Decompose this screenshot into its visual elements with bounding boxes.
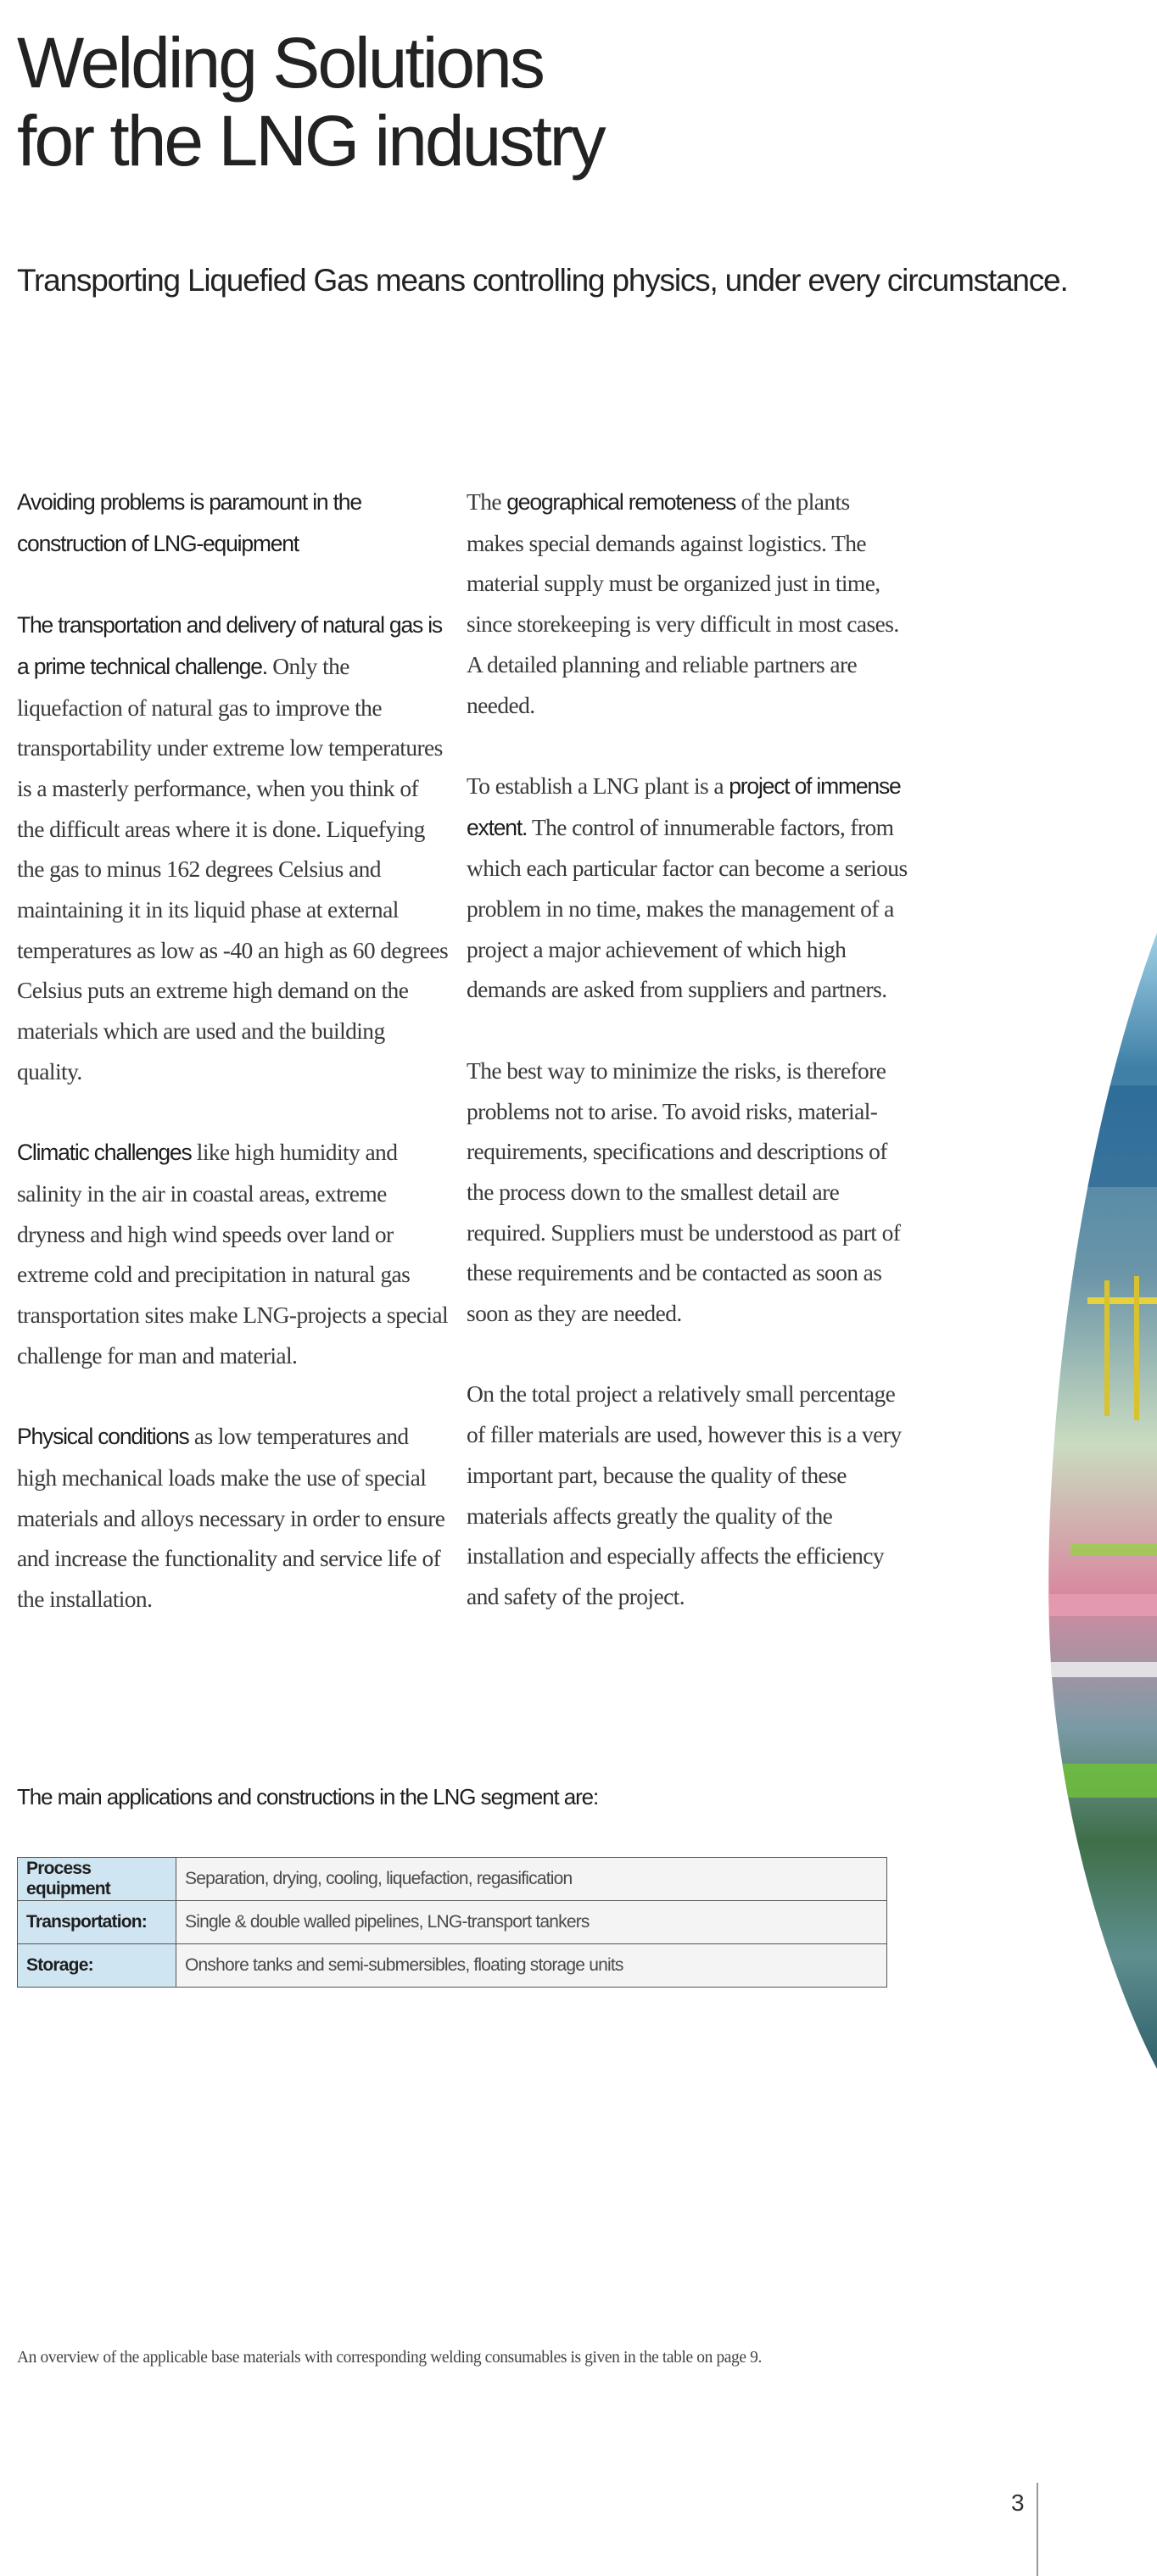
- left-p2-text: Only the liquefaction of natural gas to improve the transportability under extreme low temperatures is a masterly performance, when you think of the difficult areas where it is done. Liquefying the gas to minus 162 degrees Celsius and maintaining it in its liquid phase at external temperatures as low as -40 an high as 60 degrees Celsius puts an extreme high demand on the materials which are used and the building quality.: [17, 652, 449, 1084]
- table-cell-value: Separation, drying, cooling, liquefaction, regasification: [176, 1858, 887, 1901]
- left-p4-highlight: Physical conditions: [17, 1424, 189, 1450]
- right-paragraph-1: [467, 482, 908, 725]
- right-p2-text: The control of innumerable factors, from which each particular factor can become a serious problem in no time, makes the management of a project a major achievement of which high demands are asked from suppliers and partners.: [467, 813, 908, 1003]
- plant-green-deck: [1037, 1764, 1157, 1798]
- left-p3-text: like high humidity and salinity in the air in coastal areas, extreme dryness and high wind speeds over land or extreme cold and precipitation in natural gas transportation sites make LNG-projects a special challenge for man and material.: [17, 1139, 449, 1369]
- table-cell-label: Transportation:: [18, 1901, 176, 1944]
- plant-blue-structure: [1037, 1085, 1157, 1187]
- right-paragraph-3: The best way to minimize the risks, is therefore problems not to arise. To avoid risks, material-requirements, specifications and descriptions of the process down to the smallest detail are required. Suppliers must be understood as part of these requirements and be contacted as soon as soon as they are needed.: [467, 1057, 901, 1327]
- table-cell-value: Single & double walled pipelines, LNG-transport tankers: [176, 1901, 887, 1944]
- left-paragraph-1: [17, 482, 450, 564]
- left-paragraph-2: [17, 605, 450, 1091]
- right-p1-text: of the plants makes special demands against logistics. The material supply must be organized just in time, since storekeeping is very difficult in most cases. A detailed planning and reliable partners are needed.: [467, 488, 899, 718]
- right-p1-highlight: geographical remoteness: [506, 489, 736, 515]
- left-p4-text: as low temperatures and high mechanical loads make the use of special materials and alloys necessary in order to ensure and increase the functionality and service life of the installation.: [17, 1423, 445, 1612]
- left-paragraph-3: [17, 1132, 450, 1375]
- title-line-1: Welding Solutions: [17, 23, 543, 103]
- plant-yellow-rail: [1087, 1297, 1157, 1304]
- title-line-2: for the LNG industry: [17, 101, 604, 181]
- applications-heading: The main applications and constructions in the LNG segment are:: [17, 1784, 599, 1809]
- right-p2-highlight: project of immense extent.: [467, 772, 901, 840]
- right-paragraph-4: On the total project a relatively small percentage of filler materials are used, however this is a very important part, because the quality of these materials affects greatly the quality of the installation and especially affects the efficiency and safety of the project.: [467, 1380, 902, 1609]
- footnote: An overview of the applicable base materials with corresponding welding consumables is given in the table on page 9.: [17, 2349, 762, 2367]
- plant-green-beam: [1070, 1543, 1157, 1555]
- left-p3-highlight: Climatic challenges: [17, 1140, 192, 1166]
- left-text-column: [17, 482, 450, 1659]
- right-text-column: [467, 482, 908, 1657]
- industrial-plant-photo: [1037, 933, 1157, 2069]
- table-row: [18, 1858, 887, 1901]
- plant-yellow-rail-post: [1134, 1276, 1139, 1420]
- plant-pink-pipe: [1037, 1594, 1157, 1616]
- page-title: [17, 24, 604, 180]
- page-number-divider: [1037, 2483, 1038, 2576]
- page-number: 3: [1011, 2490, 1025, 2516]
- table-row: [18, 1901, 887, 1944]
- table-row: [18, 1944, 887, 1988]
- left-p1-highlight: Avoiding problems is paramount in the construction of LNG-equipment: [17, 489, 361, 556]
- plant-yellow-rail-post: [1104, 1280, 1109, 1416]
- table-cell-value: Onshore tanks and semi-submersibles, floating storage units: [176, 1944, 887, 1988]
- left-paragraph-4: [17, 1416, 450, 1620]
- page-subtitle: Transporting Liquefied Gas means controlling physics, under every circumstance.: [17, 263, 1068, 298]
- right-p2-pre: To establish a LNG plant is a: [467, 772, 724, 799]
- plant-white-pipe: [1037, 1662, 1157, 1677]
- left-p2-highlight: The transportation and delivery of natural gas is a prime technical challenge.: [17, 612, 442, 679]
- table-cell-label: Process equipment: [18, 1858, 176, 1901]
- right-p1-pre: The: [467, 488, 501, 515]
- table-cell-label: Storage:: [18, 1944, 176, 1988]
- applications-table: [17, 1857, 887, 1988]
- right-paragraph-2: [467, 766, 908, 1010]
